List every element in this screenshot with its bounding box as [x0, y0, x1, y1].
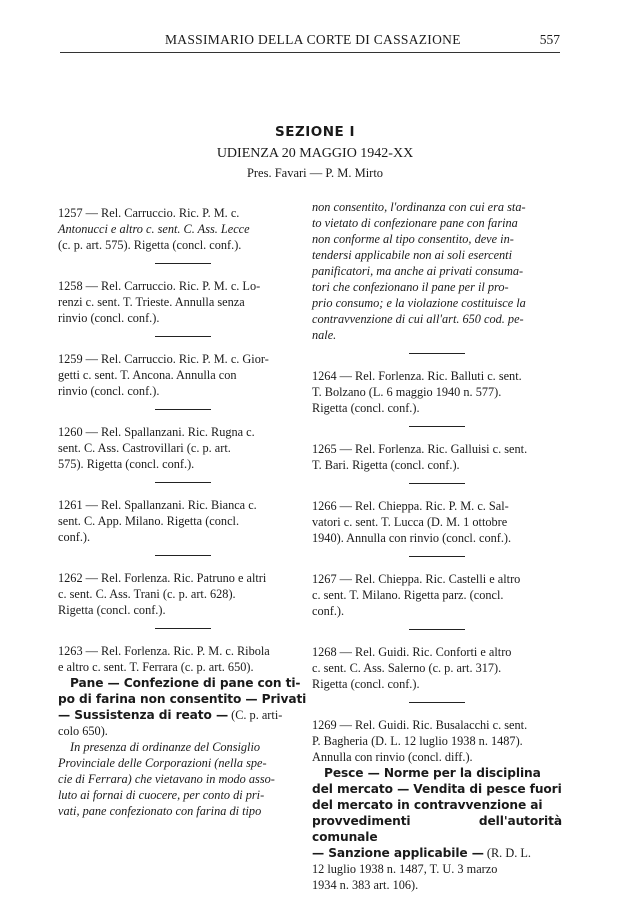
entry-line: e altro c. sent. T. Ferrara (c. p. art. 650).	[58, 660, 254, 674]
entry-1263	[58, 643, 308, 819]
maxim-line: vati, pane confezionato con farina di tipo	[58, 804, 262, 818]
entry-line: c. sent. T. Milano. Rigetta parz. (concl.	[312, 588, 504, 602]
summary-heading-line: — Sanzione applicabile —	[312, 846, 484, 860]
entry-line: 1266 — Rel. Chieppa. Ric. P. M. c. Sal-	[312, 499, 509, 513]
divider	[409, 556, 465, 557]
entry-line: sent. C. App. Milano. Rigetta (concl.	[58, 514, 240, 528]
hearing-date: UDIENZA 20 MAGGIO 1942-XX	[216, 146, 414, 161]
maxim-line: nale.	[312, 328, 337, 342]
citation: 12 luglio 1938 n. 1487, T. U. 3 marzo	[312, 862, 498, 876]
divider	[155, 409, 211, 410]
entry-line: 1259 — Rel. Carruccio. Ric. P. M. c. Gior-	[58, 352, 269, 366]
entry-line: 1261 — Rel. Spallanzani. Ric. Bianca c.	[58, 498, 257, 512]
summary-heading-line: Pane — Confezione di pane con ti-	[70, 676, 301, 690]
divider	[155, 263, 211, 264]
citation: (C. p. arti-	[231, 708, 283, 722]
entry-line: 1260 — Rel. Spallanzani. Ric. Rugna c.	[58, 425, 255, 439]
divider	[409, 426, 465, 427]
entry-line: conf.).	[312, 604, 345, 618]
divider	[409, 702, 465, 703]
entry-line: Rigetta (concl. conf.).	[312, 677, 420, 691]
citation: (R. D. L.	[486, 846, 531, 860]
page-number: 557	[539, 32, 560, 47]
entry-1265	[312, 441, 562, 473]
running-title: MASSIMARIO DELLA CORTE DI CASSAZIONE	[165, 32, 461, 47]
entry-line: rinvio (concl. conf.).	[58, 311, 160, 325]
citation: colo 650).	[58, 724, 108, 738]
maxim-line: tori che confezionano il pane per il pro-	[312, 280, 509, 294]
entry-1268	[312, 644, 562, 692]
entry-line: rinvio (concl. conf.).	[58, 384, 160, 398]
summary-heading-line: po di farina non consentito — Privati	[58, 692, 307, 706]
summary-heading-line: provvedimenti dell'autorità comunale	[312, 814, 562, 844]
maxim-line: to vietato di confezionare pane con farina	[312, 216, 518, 230]
entry-line: Rigetta (concl. conf.).	[58, 603, 166, 617]
maxim-line: non conforme al tipo consentito, deve in-	[312, 232, 514, 246]
entry-line: 575). Rigetta (concl. conf.).	[58, 457, 195, 471]
entry-line: (c. p. art. 575). Rigetta (concl. conf.).	[58, 238, 242, 252]
divider	[409, 483, 465, 484]
summary-heading-line: Pesce — Norme per la disciplina	[324, 766, 541, 780]
entry-line: Rigetta (concl. conf.).	[312, 401, 420, 415]
maxim-line: tendersi applicabile non ai soli esercenti	[312, 248, 513, 262]
entry-line: P. Bagheria (D. L. 12 luglio 1938 n. 1487).	[312, 734, 523, 748]
entry-1260	[58, 424, 308, 472]
entry-line: Annulla con rinvio (concl. diff.).	[312, 750, 473, 764]
maxim-continuation	[312, 199, 562, 343]
entry-line: 1267 — Rel. Chieppa. Ric. Castelli e altro	[312, 572, 521, 586]
entry-line: T. Bari. Rigetta (concl. conf.).	[312, 458, 460, 472]
summary-heading-line: del mercato in contravvenzione ai	[312, 798, 543, 812]
entry-1261	[58, 497, 308, 545]
entry-line: conf.).	[58, 530, 91, 544]
presidency-line: Pres. Favari — P. M. Mirto	[246, 166, 384, 180]
entry-1269	[312, 717, 562, 893]
entry-1257	[58, 205, 308, 253]
citation: 1934 n. 383 art. 106).	[312, 878, 419, 892]
entry-1259	[58, 351, 308, 399]
entry-1266	[312, 498, 562, 546]
left-column	[58, 205, 308, 819]
summary-heading-line: — Sussistenza di reato —	[58, 708, 229, 722]
entry-line: getti c. sent. T. Ancona. Annulla con	[58, 368, 237, 382]
entry-line: 1940). Annulla con rinvio (concl. conf.).	[312, 531, 512, 545]
entry-line: renzi c. sent. T. Trieste. Annulla senza	[58, 295, 245, 309]
entry-line: c. sent. C. Ass. Salerno (c. p. art. 317).	[312, 661, 502, 675]
running-head	[60, 30, 560, 53]
entry-line: 1268 — Rel. Guidi. Ric. Conforti e altro	[312, 645, 512, 659]
entry-line: 1258 — Rel. Carruccio. Ric. P. M. c. Lo-	[58, 279, 261, 293]
entry-line: 1263 — Rel. Forlenza. Ric. P. M. c. Ribola	[58, 644, 270, 658]
entry-line: 1262 — Rel. Forlenza. Ric. Patruno e altri	[58, 571, 267, 585]
entry-line: 1269 — Rel. Guidi. Ric. Busalacchi c. sent.	[312, 718, 528, 732]
entry-1267	[312, 571, 562, 619]
divider	[409, 353, 465, 354]
entry-line: 1264 — Rel. Forlenza. Ric. Balluti c. sent.	[312, 369, 522, 383]
maxim-line: prio consumo; e la violazione costituisce la	[312, 296, 526, 310]
maxim-line: panificatori, ma anche ai privati consuma-	[312, 264, 524, 278]
divider	[155, 628, 211, 629]
maxim-line: non consentito, l'ordinanza con cui era sta-	[312, 200, 526, 214]
entry-line: c. sent. C. Ass. Trani (c. p. art. 628).	[58, 587, 236, 601]
divider	[155, 336, 211, 337]
summary-heading-line: del mercato — Vendita di pesce fuori	[312, 782, 562, 796]
entry-line: sent. C. Ass. Castrovillari (c. p. art.	[58, 441, 231, 455]
entry-1262	[58, 570, 308, 618]
maxim-line: cie di Ferrara) che vietavano in modo asso-	[58, 772, 275, 786]
maxim-line: luto ai fornai di cuocere, per conto di pri-	[58, 788, 265, 802]
entry-line: 1265 — Rel. Forlenza. Ric. Galluisi c. sent.	[312, 442, 528, 456]
divider	[155, 555, 211, 556]
entry-1258	[58, 278, 308, 326]
entry-1264	[312, 368, 562, 416]
entry-line: T. Bolzano (L. 6 maggio 1940 n. 577).	[312, 385, 502, 399]
entry-line: 1257 — Rel. Carruccio. Ric. P. M. c.	[58, 206, 240, 220]
maxim-line: In presenza di ordinanze del Consiglio	[70, 740, 261, 754]
section-title: SEZIONE I	[275, 124, 355, 140]
divider	[155, 482, 211, 483]
maxim-line: contravvenzione di cui all'art. 650 cod. pe-	[312, 312, 524, 326]
entry-line: vatori c. sent. T. Lucca (D. M. 1 ottobre	[312, 515, 508, 529]
divider	[409, 629, 465, 630]
right-column	[312, 199, 562, 893]
maxim-line: Provinciale delle Corporazioni (nella spe-	[58, 756, 267, 770]
entry-line: Antonucci e altro c. sent. C. Ass. Lecce	[58, 222, 250, 236]
